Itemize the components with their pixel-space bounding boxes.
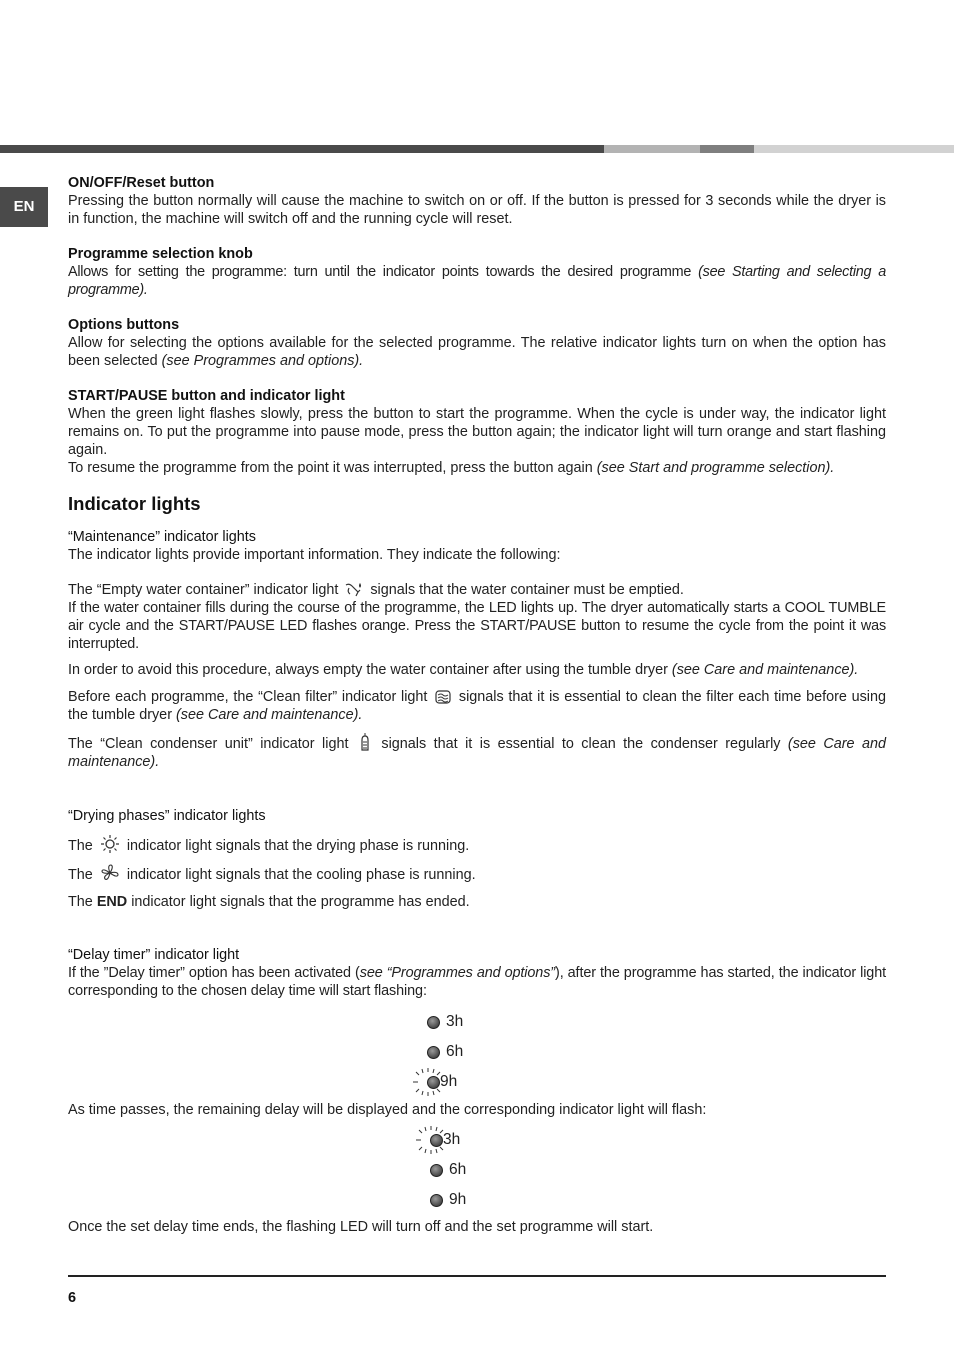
- onoff-text: Pressing the button normally will cause the machine to switch on or off. If the button is pressed for 3 seconds while the dryer is in function, the machine will switch off and the running cycle will reset.: [68, 193, 886, 227]
- drying-phase-text: The indicator light signals that the drying phase is running.: [68, 834, 886, 855]
- drying-phases-heading: “Drying phases” indicator lights: [68, 808, 266, 824]
- sun-drying-icon: [99, 834, 121, 854]
- delay-timer-text: If the ”Delay timer” option has been activated (see “Programmes and options”), after the programme has started, the indicator light corresponding to the chosen delay time will start flashing:: [68, 965, 887, 999]
- delay-led-row: [415, 1007, 886, 1037]
- maintenance-heading: “Maintenance” indicator lights: [68, 529, 256, 545]
- onoff-section: [68, 174, 886, 228]
- header-bar-segment: [0, 145, 604, 153]
- header-bar-segment: [604, 145, 700, 153]
- knob-text: Allows for setting the programme: turn until the indicator points towards the desired programme (see Starting and selecting a programme).: [68, 264, 886, 298]
- options-section: [68, 316, 886, 370]
- delay-led-row: [418, 1125, 886, 1155]
- led-indicator: [427, 1016, 440, 1029]
- delay-led-row: [418, 1155, 886, 1185]
- delay-remaining-text: As time passes, the remaining delay will be displayed and the corresponding indicator light will flash:: [68, 1102, 707, 1118]
- footer-rule: [68, 1275, 886, 1277]
- delay-timer-heading: “Delay timer” indicator light: [68, 947, 240, 963]
- water-container-text: The “Empty water container” indicator light signals that the water container must be emptied.: [68, 582, 684, 598]
- clean-condenser-icon: [358, 732, 372, 752]
- end-label: END: [96, 894, 128, 910]
- knob-section: [68, 245, 886, 299]
- drying-phases-section: [68, 807, 886, 911]
- maintenance-section: [68, 528, 886, 771]
- language-tab: EN: [0, 187, 48, 227]
- delay-led-row: [418, 1185, 886, 1215]
- clean-condenser-text: The “Clean condenser unit” indicator light signals that it is essential to clean the condenser regularly (see Care and maintenance).: [68, 732, 886, 771]
- led-label: 3h: [446, 1013, 464, 1030]
- led-label: 6h: [449, 1161, 467, 1178]
- startpause-heading: START/PAUSE button and indicator light: [68, 388, 345, 404]
- water-container-detail: If the water container fills during the course of the programme, the LED lights up. The dryer automatically starts a COOL TUMBLE air cycle and the START/PAUSE LED flashes orange. Press the START/PAUSE button to resume the cycle from the point it was interrupted.: [68, 600, 886, 652]
- led-label: 9h: [449, 1191, 467, 1208]
- water-container-icon: [344, 582, 364, 598]
- cooling-phase-text: The indicator light signals that the cooling phase is running.: [68, 863, 886, 884]
- flashing-rays-icon: [412, 1125, 448, 1155]
- startpause-section: [68, 387, 886, 477]
- led-label: 9h: [440, 1073, 458, 1090]
- led-indicator: [430, 1164, 443, 1177]
- indicator-lights-title: Indicator lights: [68, 493, 201, 514]
- delay-end-text: Once the set delay time ends, the flashing LED will turn off and the set programme will start.: [68, 1219, 654, 1235]
- header-color-bar: [0, 145, 954, 153]
- led-indicator: [430, 1194, 443, 1207]
- led-indicator: [427, 1046, 440, 1059]
- startpause-resume-text: To resume the programme from the point it was interrupted, press the button again (see Start and programme selection).: [68, 460, 835, 476]
- page-number: 6: [68, 1290, 77, 1306]
- delay-timer-section: [68, 946, 886, 1236]
- onoff-heading: ON/OFF/Reset button: [68, 175, 215, 191]
- options-heading: Options buttons: [68, 317, 180, 333]
- end-phase-text: The END indicator light signals that the programme has ended.: [68, 894, 470, 910]
- header-bar-segment: [700, 145, 754, 153]
- delay-led-list-remaining: [418, 1125, 886, 1215]
- led-label: 3h: [443, 1131, 461, 1148]
- maintenance-intro: The indicator lights provide important information. They indicate the following:: [68, 547, 561, 563]
- fan-cooling-icon: [99, 863, 121, 883]
- startpause-text: When the green light flashes slowly, press the button to start the programme. When the cycle is under way, the indicator light remains on. To put the programme into pause mode, press the button again; the indicator light will turn orange and start flashing again.: [68, 406, 886, 458]
- delay-led-row: [415, 1067, 886, 1097]
- delay-led-row: [415, 1037, 886, 1067]
- clean-filter-text: Before each programme, the “Clean filter” indicator light signals that it is essential to clean the filter each time before using the tumble dryer (see Care and maintenance).: [68, 689, 887, 723]
- delay-led-list-initial: [415, 1007, 886, 1097]
- options-text: Allow for selecting the options available for the selected programme. The relative indicator lights turn on when the option has been selected (see Programmes and options).: [68, 335, 886, 369]
- clean-filter-icon: [434, 689, 452, 705]
- document-body: [68, 174, 886, 1236]
- led-label: 6h: [446, 1043, 464, 1060]
- knob-heading: Programme selection knob: [68, 246, 253, 262]
- avoid-procedure-text: In order to avoid this procedure, always empty the water container after using the tumble dryer (see Care and maintenance).: [68, 662, 859, 678]
- flashing-rays-icon: [409, 1067, 445, 1097]
- header-bar-segment: [754, 145, 954, 153]
